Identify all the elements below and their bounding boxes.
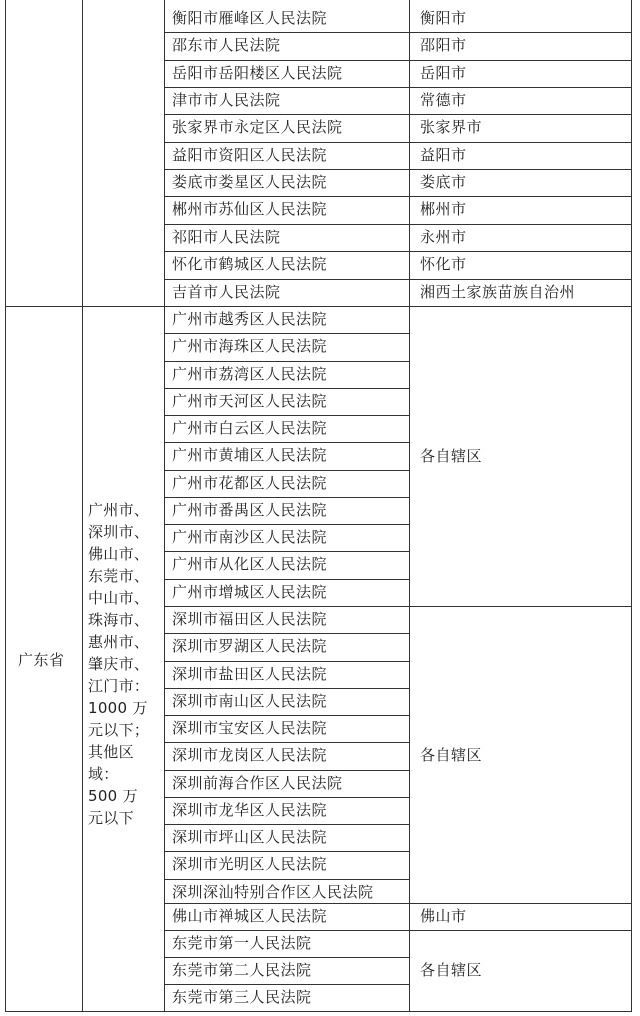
court-name: 广州市海珠区人民法院 bbox=[172, 337, 328, 355]
court-name: 广州市番禺区人民法院 bbox=[172, 501, 328, 519]
table-border-left bbox=[5, 0, 6, 1012]
court-name: 深圳市福田区人民法院 bbox=[172, 610, 328, 628]
jurisdiction-cell: 各自辖区 bbox=[420, 961, 483, 979]
row-divider bbox=[164, 579, 409, 580]
row-divider bbox=[164, 333, 409, 334]
court-name: 东莞市第一人民法院 bbox=[172, 934, 312, 952]
column-divider bbox=[82, 0, 83, 1012]
court-name: 东莞市第二人民法院 bbox=[172, 961, 312, 979]
court-name: 深圳市龙岗区人民法院 bbox=[172, 746, 328, 764]
jurisdiction-cell: 娄底市 bbox=[420, 173, 467, 191]
row-divider bbox=[164, 142, 632, 143]
row-divider bbox=[164, 606, 632, 607]
row-divider bbox=[164, 661, 409, 662]
table-border-bottom bbox=[5, 1011, 632, 1012]
row-divider bbox=[164, 903, 632, 904]
row-divider bbox=[164, 797, 409, 798]
court-name: 怀化市鹤城区人民法院 bbox=[172, 255, 328, 273]
jurisdiction-cell: 各自辖区 bbox=[420, 447, 483, 465]
column-divider bbox=[164, 0, 165, 1012]
jurisdiction-cell: 湘西土家族苗族自治州 bbox=[420, 283, 576, 301]
row-divider bbox=[164, 930, 632, 931]
court-name: 邵东市人民法院 bbox=[172, 36, 281, 54]
jurisdiction-cell: 张家界市 bbox=[420, 118, 483, 136]
row-divider bbox=[164, 551, 409, 552]
row-divider bbox=[164, 251, 632, 252]
row-divider bbox=[164, 361, 409, 362]
court-name: 广州市花都区人民法院 bbox=[172, 474, 328, 492]
jurisdiction-cell: 常德市 bbox=[420, 91, 467, 109]
row-divider bbox=[164, 957, 409, 958]
court-name: 佛山市禅城区人民法院 bbox=[172, 907, 328, 925]
row-divider bbox=[164, 770, 409, 771]
court-name: 广州市黄埔区人民法院 bbox=[172, 446, 328, 464]
court-name: 广州市增城区人民法院 bbox=[172, 583, 328, 601]
row-divider bbox=[164, 442, 409, 443]
court-name: 郴州市苏仙区人民法院 bbox=[172, 200, 328, 218]
court-name: 深圳市盐田区人民法院 bbox=[172, 665, 328, 683]
row-divider bbox=[164, 470, 409, 471]
court-name: 广州市荔湾区人民法院 bbox=[172, 365, 328, 383]
court-name: 衡阳市雁峰区人民法院 bbox=[172, 9, 328, 27]
court-name: 深圳市罗湖区人民法院 bbox=[172, 637, 328, 655]
row-divider bbox=[164, 60, 632, 61]
row-divider bbox=[164, 879, 409, 880]
jurisdiction-cell: 岳阳市 bbox=[420, 64, 467, 82]
amount-threshold-cell: 广州市、 深圳市、 佛山市、 东莞市、 中山市、 珠海市、 惠州市、 肇庆市、 江门市： 1000 万 元以下； 其他区域： 500 万 元以下 bbox=[88, 501, 150, 827]
court-name: 吉首市人民法院 bbox=[172, 283, 281, 301]
province-divider bbox=[5, 306, 632, 307]
column-divider bbox=[409, 0, 410, 1012]
row-divider bbox=[164, 688, 409, 689]
jurisdiction-cell: 各自辖区 bbox=[420, 746, 483, 764]
row-divider bbox=[164, 388, 409, 389]
court-name: 深圳深汕特别合作区人民法院 bbox=[172, 883, 374, 901]
court-name: 娄底市娄星区人民法院 bbox=[172, 173, 328, 191]
court-name: 深圳市光明区人民法院 bbox=[172, 855, 328, 873]
jurisdiction-cell: 邵阳市 bbox=[420, 36, 467, 54]
court-name: 广州市越秀区人民法院 bbox=[172, 310, 328, 328]
row-divider bbox=[164, 32, 632, 33]
court-name: 广州市南沙区人民法院 bbox=[172, 528, 328, 546]
row-divider bbox=[164, 224, 632, 225]
court-name: 深圳市宝安区人民法院 bbox=[172, 719, 328, 737]
court-name: 深圳前海合作区人民法院 bbox=[172, 774, 343, 792]
jurisdiction-cell: 怀化市 bbox=[420, 255, 467, 273]
row-divider bbox=[164, 87, 632, 88]
row-divider bbox=[164, 715, 409, 716]
court-name: 广州市天河区人民法院 bbox=[172, 392, 328, 410]
row-divider bbox=[164, 851, 409, 852]
row-divider bbox=[164, 524, 409, 525]
court-name: 深圳市坪山区人民法院 bbox=[172, 828, 328, 846]
court-name: 广州市白云区人民法院 bbox=[172, 419, 328, 437]
court-name: 广州市从化区人民法院 bbox=[172, 555, 328, 573]
court-name: 张家界市永定区人民法院 bbox=[172, 118, 343, 136]
jurisdiction-cell: 佛山市 bbox=[420, 907, 467, 925]
court-name: 益阳市资阳区人民法院 bbox=[172, 146, 328, 164]
table-border-right bbox=[631, 0, 632, 1012]
row-divider bbox=[164, 633, 409, 634]
court-name: 深圳市南山区人民法院 bbox=[172, 692, 328, 710]
row-divider bbox=[164, 114, 632, 115]
court-name: 津市市人民法院 bbox=[172, 91, 281, 109]
court-name: 深圳市龙华区人民法院 bbox=[172, 801, 328, 819]
row-divider bbox=[164, 196, 632, 197]
row-divider bbox=[164, 169, 632, 170]
province-cell: 广东省 bbox=[18, 651, 65, 669]
jurisdiction-cell: 永州市 bbox=[420, 228, 467, 246]
row-divider bbox=[164, 415, 409, 416]
court-name: 东莞市第三人民法院 bbox=[172, 988, 312, 1006]
court-name: 祁阳市人民法院 bbox=[172, 228, 281, 246]
row-divider bbox=[164, 984, 409, 985]
row-divider bbox=[164, 824, 409, 825]
jurisdiction-cell: 衡阳市 bbox=[420, 9, 467, 27]
court-name: 岳阳市岳阳楼区人民法院 bbox=[172, 64, 343, 82]
jurisdiction-cell: 益阳市 bbox=[420, 146, 467, 164]
row-divider bbox=[164, 279, 632, 280]
jurisdiction-cell: 郴州市 bbox=[420, 200, 467, 218]
row-divider bbox=[164, 497, 409, 498]
row-divider bbox=[164, 742, 409, 743]
